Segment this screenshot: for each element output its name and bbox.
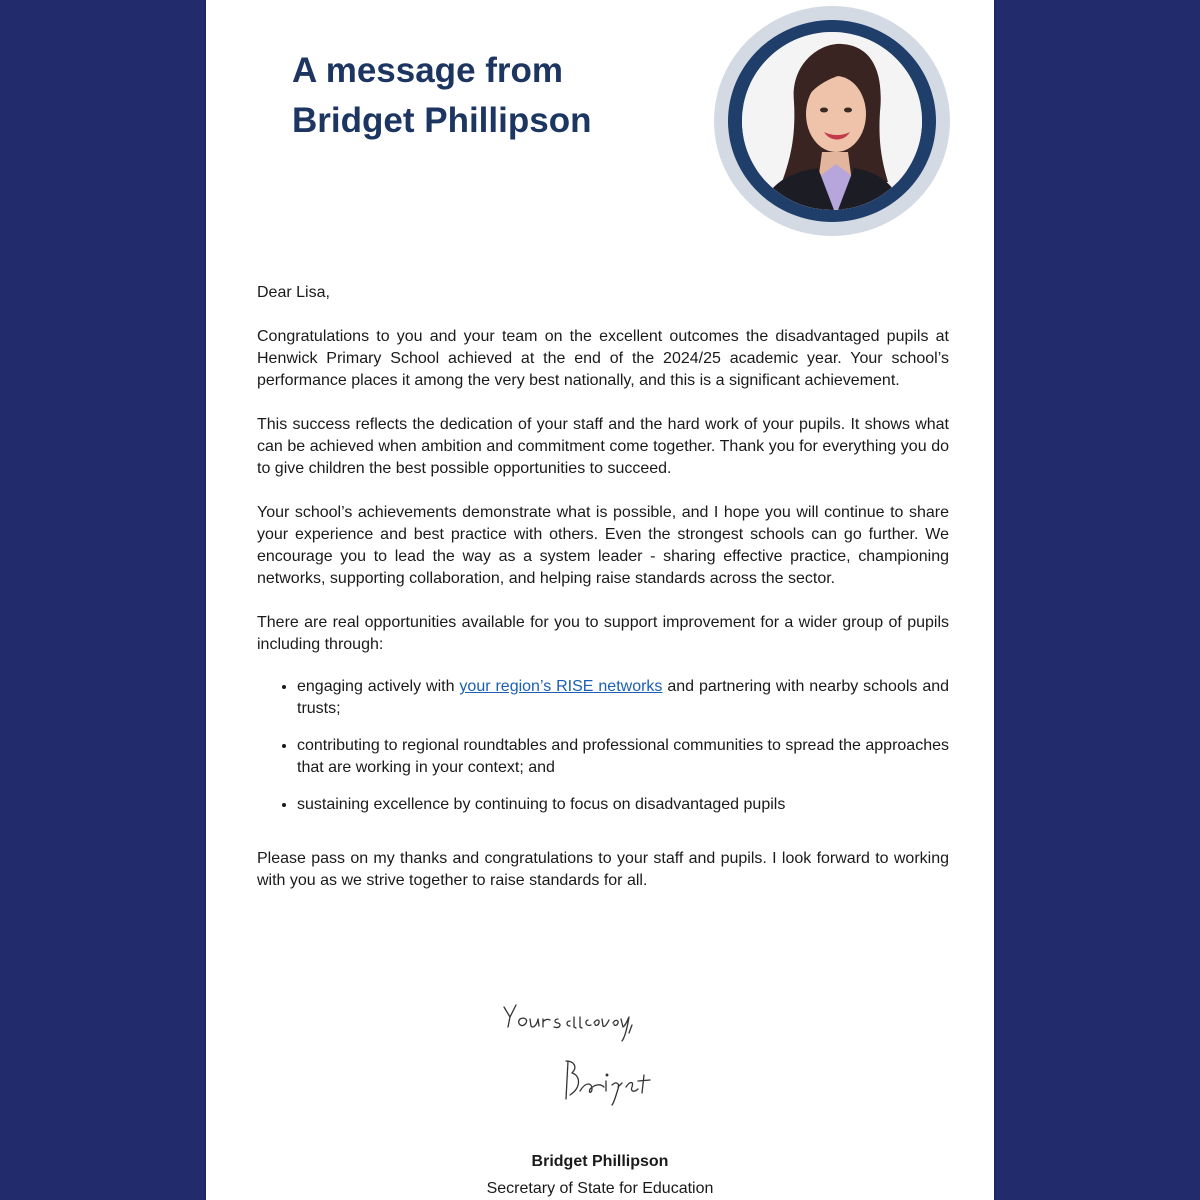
signatory-title: Secretary of State for Education (486, 1180, 714, 1197)
paragraph-4: There are real opportunities available for you to support improvement for a wider group of pupils including through: (257, 614, 949, 653)
greeting: Dear Lisa, (257, 284, 330, 301)
letter-body (257, 282, 949, 914)
rise-networks-link[interactable]: your region’s RISE networks (459, 678, 663, 695)
portrait-photo (742, 32, 922, 210)
signature-icon (496, 995, 716, 1115)
bullet-1-suffix: and partnering with nearby schools and trusts; (297, 678, 950, 717)
portrait-ring (728, 20, 936, 222)
bullet-1-prefix: engaging actively with (297, 678, 460, 695)
paragraph-1: Congratulations to you and your team on the excellent outcomes the disadvantaged pupils at Henwick Primary School achieved at the end of the 2024/25 academic year. Your school’s performance places it among the very best nationally, and this is a significant achievement. (257, 328, 949, 389)
title-line-2: Bridget Phillipson (292, 101, 592, 140)
paragraph-3: Your school’s achievements demonstrate what is possible, and I hope you will continue to share your experience and best practice with others. Even the strongest schools can go further. We encourage you to lead the way as a system leader - sharing effective practice, championing networks, supporting collaboration, and helping raise standards across the sector. (257, 504, 949, 587)
list-item: • contributing to regional roundtables and professional communities to spread the approaches that are working in your context; and (297, 735, 949, 779)
list-item: • sustaining excellence by continuing to focus on disadvantaged pupils (297, 794, 949, 816)
list-item (297, 676, 949, 720)
letter-page (206, 0, 994, 1200)
title-line-1: A message from (292, 51, 564, 90)
signatory-name: Bridget Phillipson (531, 1153, 669, 1170)
closing-paragraph: Please pass on my thanks and congratulations to your staff and pupils. I look forward to working with you as we strive together to raise standards for all. (257, 850, 949, 889)
page-title (292, 46, 591, 146)
handwritten-signature (496, 995, 716, 1115)
portrait-frame (714, 6, 950, 236)
person-icon (742, 32, 922, 210)
opportunities-list (257, 676, 949, 816)
paragraph-2: This success reflects the dedication of your staff and the hard work of your pupils. It shows what can be achieved when ambition and commitment come together. Thank you for everything you do to give children the best possible opportunities to succeed. (257, 416, 949, 477)
